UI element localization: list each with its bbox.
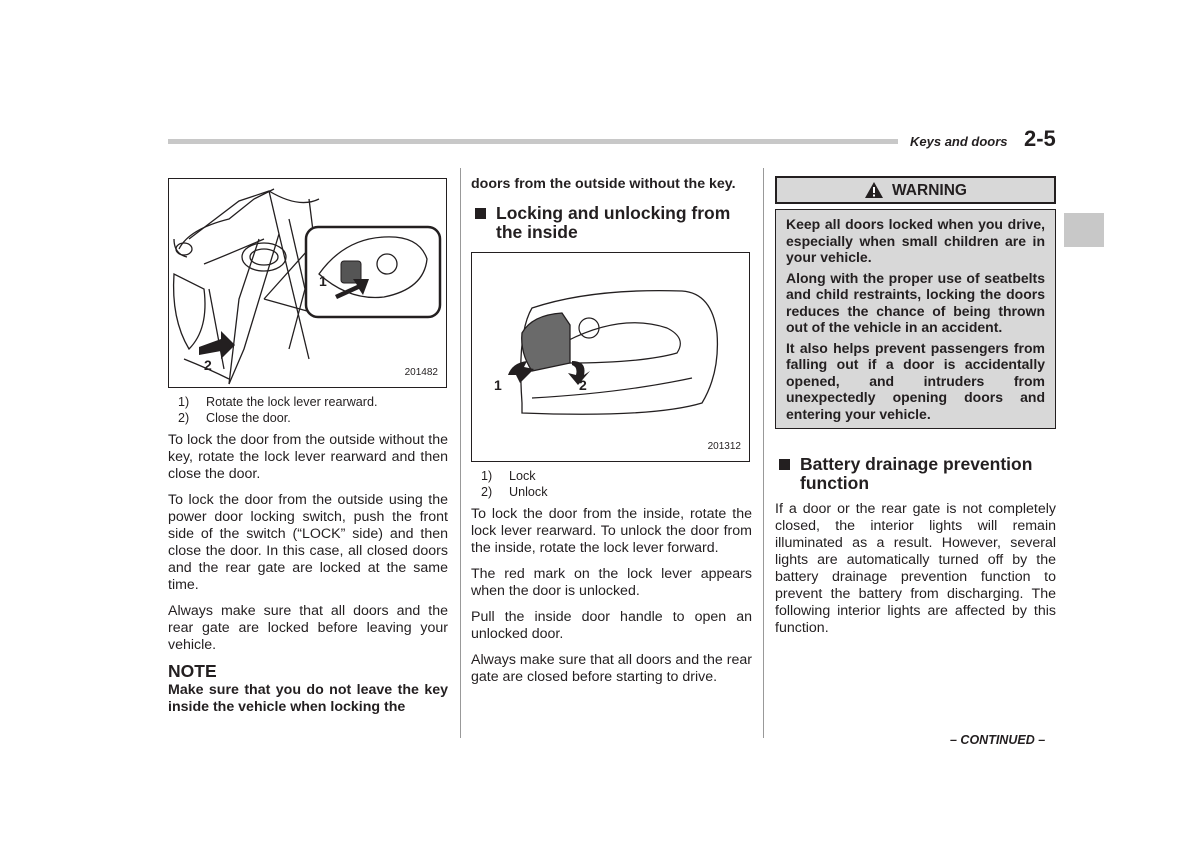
paragraph: If a door or the rear gate is not completely closed, the interior lights will remain illuminated as a result. However, several lights are automatically turned off by the battery drainage prevention function to prevent the battery from discharging. The following interior lights are affected by this function. [775, 501, 1056, 636]
chapter-tab [1064, 213, 1104, 247]
header-rule [168, 139, 898, 144]
section-heading: Battery drainage prevention function [775, 455, 1056, 493]
caption-item: 1) Lock [481, 469, 536, 483]
door-lock-figure [168, 178, 447, 388]
figure-label-2: 2 [579, 377, 587, 393]
figure-captions [471, 468, 752, 500]
figure-code: 201312 [707, 441, 741, 452]
heading-bullet [475, 208, 486, 219]
warning-paragraph: It also helps prevent passengers from falling out if a door is accidentally opened, and intruders from unexpectedly opening doors and entering your vehicle. [786, 339, 1045, 422]
paragraph: Pull the inside door handle to open an unlocked door. [471, 609, 752, 642]
figure-label-2: 2 [204, 357, 212, 373]
warning-header [775, 176, 1056, 204]
warning-body [775, 209, 1056, 429]
caption-item: 1) Rotate the lock lever rearward. [178, 395, 378, 409]
warning-paragraph: Along with the proper use of seatbelts and child restraints, locking the doors reduces the chance of being thrown out of the vehicle in an accident. [786, 269, 1045, 335]
continued-text: doors from the outside without the key. [471, 176, 736, 192]
paragraph: To lock the door from the inside, rotate the lock lever rearward. To unlock the door from the inside, rotate the lock lever forward. [471, 506, 752, 556]
section-heading: Locking and unlocking from the inside [471, 204, 752, 242]
column-divider [763, 168, 764, 738]
paragraph: Always make sure that all doors and the rear gate are closed before starting to drive. [471, 652, 752, 685]
figure-label-1: 1 [319, 273, 327, 289]
figure-captions [168, 394, 448, 426]
note-heading: NOTE [168, 661, 217, 681]
page-number: 2-5 [1024, 126, 1056, 151]
heading-bullet [779, 459, 790, 470]
column-divider [460, 168, 461, 738]
paragraph: The red mark on the lock lever appears when the door is unlocked. [471, 566, 752, 599]
warning-paragraph: Keep all doors locked when you drive, especially when small children are in your vehicle. [786, 216, 1045, 265]
handle-illustration [472, 253, 749, 461]
paragraph: Always make sure that all doors and the rear gate are locked before leaving your vehicle. [168, 603, 448, 653]
note-text: Make sure that you do not leave the key inside the vehicle when locking the [168, 682, 448, 715]
inside-handle-figure [471, 252, 750, 462]
caption-item: 2) Unlock [481, 485, 548, 499]
warning-icon [864, 181, 884, 199]
caption-item: 2) Close the door. [178, 411, 291, 425]
column-3 [775, 176, 1056, 646]
figure-label-1: 1 [494, 377, 502, 393]
paragraph: To lock the door from the outside using the power door locking switch, push the front side of the switch (“LOCK” side) and then close the door. In this case, all closed doors and the rear gate are locked at the same time. [168, 492, 448, 593]
continued-marker: – CONTINUED – [950, 733, 1046, 747]
car-door-illustration [169, 179, 446, 387]
warning-title: WARNING [892, 181, 967, 199]
figure-code: 201482 [404, 367, 438, 378]
column-2 [471, 176, 752, 695]
section-title: Keys and doors [910, 134, 1008, 149]
column-1 [168, 178, 448, 725]
paragraph: To lock the door from the outside without the key, rotate the lock lever rearward and then close the door. [168, 432, 448, 482]
